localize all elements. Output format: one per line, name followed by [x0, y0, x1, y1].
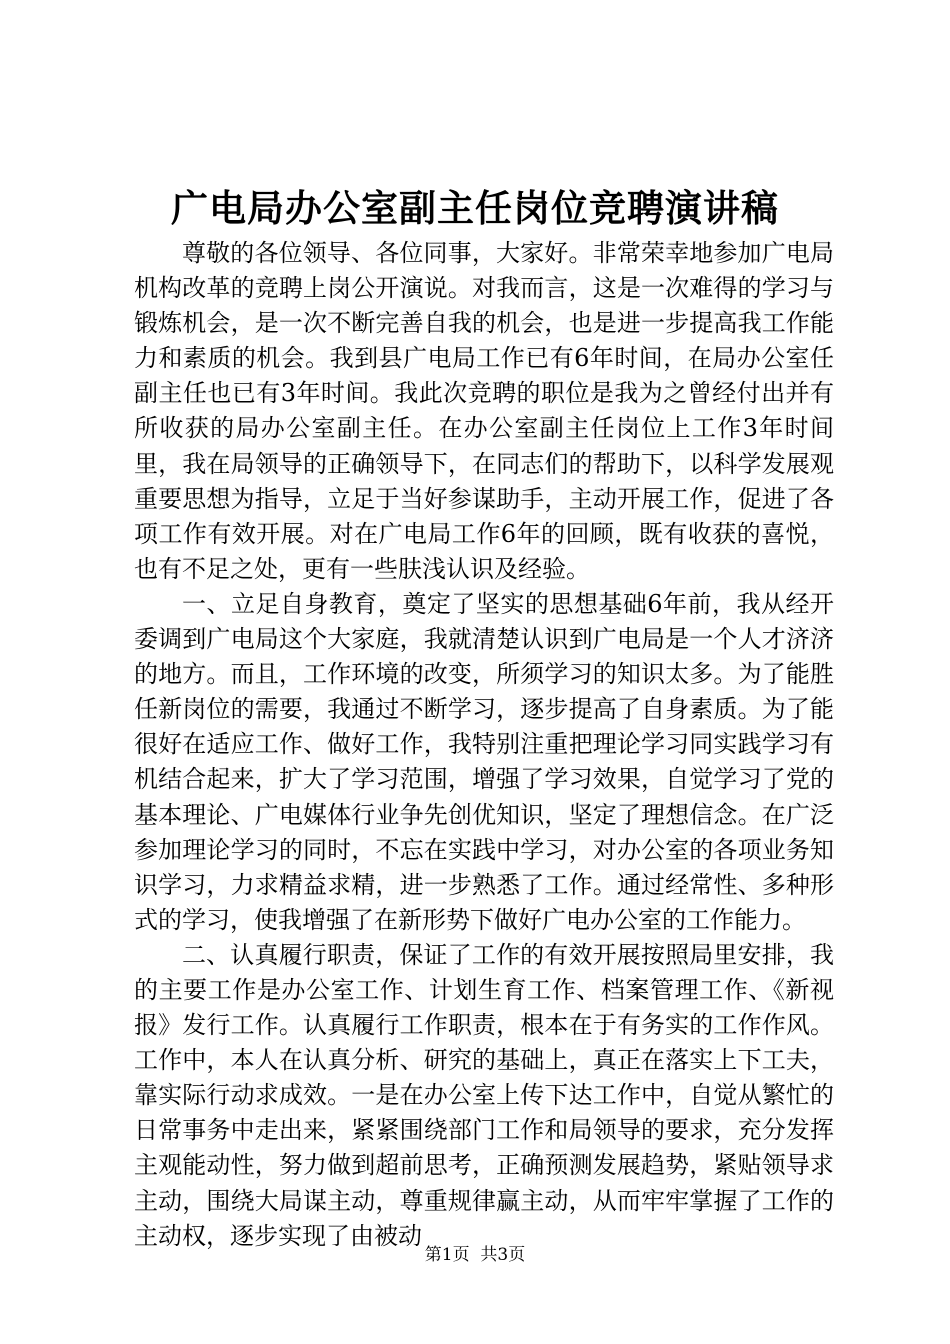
- paragraph-greeting: 尊敬的各位领导、各位同事，大家好。非常荣幸地参加广电局机构改革的竞聘上岗公开演说。对我而言，这是一次难得的学习与锻炼机会，是一次不断完善自我的机会，也是进一步提高我工作能力和素质的机会。我到县广电局工作已有6年时间，在局办公室任副主任也已有3年时间。我此次竞聘的职位是我为之曾经付出并有所收获的局办公室副主任。在办公室副主任岗位上工作3年时间里，我在局领导的正确领导下，在同志们的帮助下，以科学发展观重要思想为指导，立足于当好参谋助手，主动开展工作，促进了各项工作有效开展。对在广电局工作6年的回顾，既有收获的喜悦，也有不足之处，更有一些肤浅认识及经验。: [134, 239, 834, 583]
- paragraph-section-two: 二、认真履行职责，保证了工作的有效开展按照局里安排，我的主要工作是办公室工作、计划生育工作、档案管理工作、《新视报》发行工作。认真履行工作职责，根本在于有务实的工作作风。工作中，本人在认真分析、研究的基础上，真正在落实上下工夫，靠实际行动求成效。一是在办公室上传下达工作中，自觉从繁忙的日常事务中走出来，紧紧围绕部门工作和局领导的要求，充分发挥主观能动性，努力做到超前思考，正确预测发展趋势，紧贴领导求主动，围绕大局谋主动，尊重规律赢主动，从而牢牢掌握了工作的主动权，逐步实现了由被动: [134, 940, 834, 1250]
- document-body: [134, 236, 834, 1254]
- page-footer: 第1页 共3页: [424, 1245, 526, 1265]
- paragraph-section-one: 一、立足自身教育，奠定了坚实的思想基础6年前，我从经开委调到广电局这个大家庭，我就清楚认识到广电局是一个人才济济的地方。而且，工作环境的改变，所须学习的知识太多。为了能胜任新岗位的需要，我通过不断学习，逐步提高了自身素质。为了能很好在适应工作、做好工作，我特别注重把理论学习同实践学习有机结合起来，扩大了学习范围，增强了学习效果，自觉学习了党的基本理论、广电媒体行业争先创优知识，坚定了理想信念。在广泛参加理论学习的同时，不忘在实践中学习，对办公室的各项业务知识学习，力求精益求精，进一步熟悉了工作。通过经常性、多种形式的学习，使我增强了在新形势下做好广电办公室的工作能力。: [134, 589, 834, 934]
- document-title: 广电局办公室副主任岗位竞聘演讲稿: [171, 186, 779, 230]
